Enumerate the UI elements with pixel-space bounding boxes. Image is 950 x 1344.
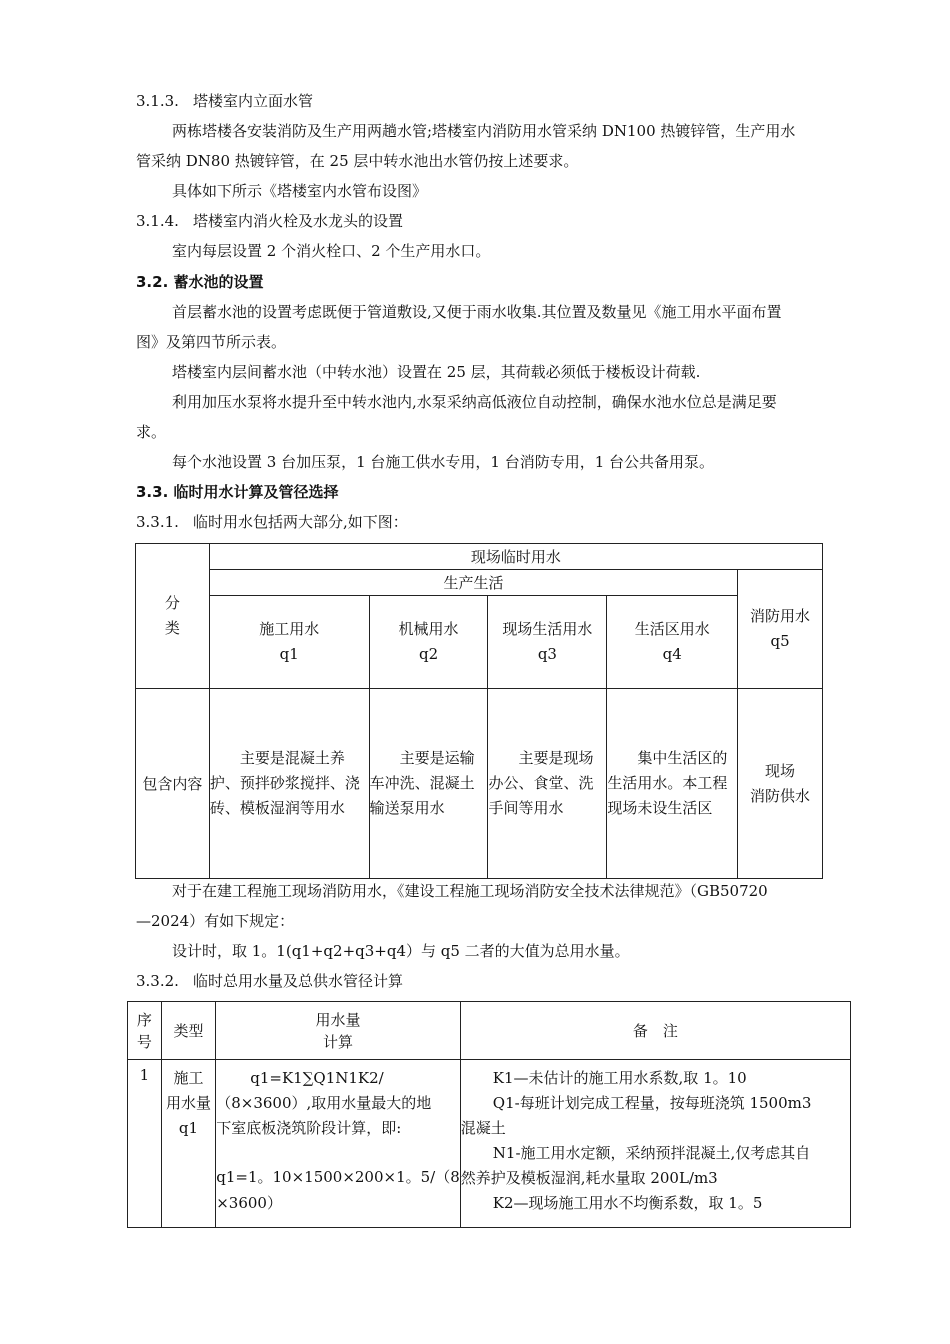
paragraph-line: 首层蓄水池的设置考虑既便于管道敷设,又便于雨水收集.其位置及数量见《施工用水平面布置 (172, 303, 782, 321)
table-row (128, 1060, 851, 1228)
row-type-cell (161, 1060, 216, 1228)
content-cell (369, 689, 488, 879)
column-code: q4 (662, 645, 682, 663)
content-cell (607, 689, 738, 879)
header-text: 用水量 (315, 1010, 361, 1029)
note-line: Q1-每班计划完成工程量，按每班浇筑 1500m3 (492, 1094, 812, 1112)
column-code: q2 (418, 645, 439, 663)
content-text: 集中生活区的生活用水。本工程现场未设生活区 (607, 749, 728, 817)
section-number: 3.1.4. (136, 212, 179, 230)
section-title: 塔楼室内消火栓及水龙头的设置 (192, 212, 403, 230)
section-number: 3.1.3. (136, 92, 179, 110)
content-text: 主要是现场办公、食堂、洗手间等用水 (488, 749, 594, 817)
paragraph-line: 对于在建工程施工现场消防用水，《建设工程施工现场消防安全技术法律规范》（GB50720 (172, 882, 768, 900)
section-3-3-heading: 3.3. 临时用水计算及管径选择 (136, 483, 339, 501)
content-cell (209, 689, 369, 879)
header-calc (216, 1002, 461, 1060)
header-text: 号 (136, 1032, 152, 1051)
column-name: 机械用水 (398, 620, 459, 638)
total-water-calculation-table (127, 1001, 851, 1228)
column-name: 施工用水 (259, 620, 320, 638)
row-type: 用水量 (165, 1094, 211, 1112)
section-number: 3.3.2. (136, 972, 179, 990)
paragraph-line: 室内每层设置 2 个消火栓口、2 个生产用水口。 (172, 242, 491, 260)
content-text: 主要是运输车冲洗、混凝土输送泵用水 (369, 749, 475, 817)
note-line: 然养护及模板湿润,耗水量取 200L/m3 (460, 1169, 718, 1187)
row-no: 1 (128, 1060, 162, 1228)
production-life-header: 生产生活 (209, 570, 737, 596)
row-type: q1 (178, 1119, 199, 1137)
paragraph-line: 设计时，取 1。1(q1+q2+q3+q4）与 q5 二者的大值为总用水量。 (172, 942, 630, 960)
note-line: 混凝土 (460, 1119, 506, 1137)
fire-water-code: q5 (770, 632, 790, 650)
column-name: 现场生活用水 (502, 620, 593, 638)
paragraph-line: 两栋塔楼各安装消防及生产用两趟水管;塔楼室内消防用水管采纳 DN100 热镀锌管，生产用水 (172, 122, 796, 140)
calc-line: ×3600） (216, 1194, 282, 1212)
header-note: 备 注 (460, 1002, 850, 1060)
column-code: q3 (537, 645, 557, 663)
calc-line: q1=1。10×1500×200×1。5/（8 (216, 1168, 460, 1186)
class-label: 分 (164, 594, 180, 612)
section-3-1-4-heading (136, 211, 403, 231)
fire-content: 现场 (765, 761, 796, 780)
class-label-cell (136, 544, 210, 689)
row-type: 施工 (173, 1069, 204, 1087)
note-line: K2—现场施工用水不均衡系数，取 1。5 (492, 1194, 763, 1212)
column-code: q1 (279, 645, 299, 663)
class-label: 类 (164, 619, 180, 637)
calc-cell (216, 1060, 461, 1228)
header-type: 类型 (161, 1002, 216, 1060)
paragraph-line: —2024）有如下规定： (136, 912, 295, 930)
header-text: 计算 (323, 1032, 354, 1051)
column-name: 生活区用水 (634, 620, 710, 638)
column-header (607, 596, 738, 689)
fire-content: 消防供水 (750, 786, 811, 805)
calc-line: 下室底板浇筑阶段计算，即: (216, 1119, 402, 1137)
content-label-cell: 包含内容 (136, 689, 210, 879)
column-header (369, 596, 488, 689)
paragraph-line: 图》及第四节所示表。 (136, 333, 287, 351)
site-temp-water-header: 现场临时用水 (209, 544, 822, 570)
section-3-1-3-heading (136, 91, 313, 111)
header-text: 序 (136, 1010, 152, 1029)
section-3-2-heading: 3.2. 蓄水池的设置 (136, 273, 264, 291)
content-text: 主要是混凝土养护、预拌砂浆搅拌、浇砖、模板湿润等用水 (209, 749, 360, 817)
section-title: 临时总用水量及总供水管径计算 (192, 972, 403, 990)
note-line: N1-施工用水定额，采纳预拌混凝土,仅考虑其自 (492, 1144, 811, 1162)
section-3-3-2-heading (136, 971, 403, 991)
paragraph-line: 每个水池设置 3 台加压泵，1 台施工供水专用，1 台消防专用，1 台公共备用泵。 (172, 453, 715, 471)
paragraph-line: 利用加压水泵将水提升至中转水池内,水泵采纳高低液位自动控制，确保水池水位总是满足要 (172, 393, 777, 411)
paragraph-line: 管采纳 DN80 热镀锌管，在 25 层中转水池出水管仍按上述要求。 (136, 152, 579, 170)
content-cell (488, 689, 607, 879)
column-header (488, 596, 607, 689)
water-usage-classification-table (135, 543, 823, 879)
fire-water-header (738, 570, 823, 689)
section-title: 塔楼室内立面水管 (192, 92, 313, 110)
fire-water-name: 消防用水 (750, 607, 811, 625)
paragraph-line: 塔楼室内层间蓄水池（中转水池）设置在 25 层，其荷载必须低于楼板设计荷载. (172, 363, 701, 381)
section-title: 临时用水包括两大部分,如下图： (192, 513, 408, 531)
note-cell (460, 1060, 850, 1228)
column-header (209, 596, 369, 689)
note-line: K1—未估计的施工用水系数,取 1。10 (492, 1069, 747, 1087)
section-3-3-1-heading (136, 512, 408, 532)
calc-line: q1=K1∑Q1N1K2/ (250, 1069, 384, 1087)
fire-content-cell (738, 689, 823, 879)
section-number: 3.3.1. (136, 513, 179, 531)
header-no (128, 1002, 162, 1060)
paragraph-line: 求。 (136, 423, 167, 441)
paragraph-line: 具体如下所示《塔楼室内水管布设图》 (172, 182, 428, 200)
calc-line: （8×3600）,取用水量最大的地 (216, 1094, 432, 1112)
